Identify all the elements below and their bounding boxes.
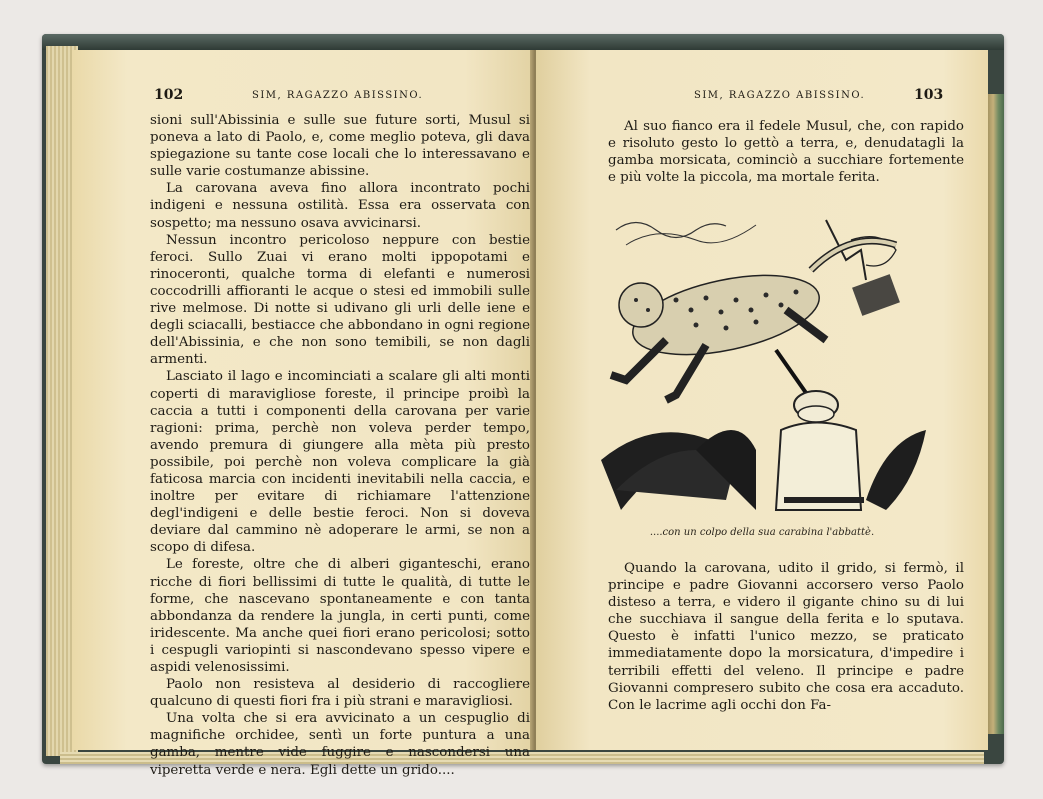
paragraph: Quando la carovana, udito il grido, si fermò, il principe e padre Giovanni accorsero verso Paolo disteso a terra, e videro il gigante chino su di lui che succhiava il sangue della ferita e lo sputava. Questo è infatti l'unico mezzo, se praticato immediatamente dopo la morsicatura, d'impedire i terribili effetti del veleno. Il principe e padre Giovanni compresero subito che cosa era accaduto. Con le lacrime agli occhi don Fa- bbox=[608, 561, 964, 713]
book-cover-edge bbox=[986, 94, 1004, 734]
book-cover-top bbox=[42, 34, 1004, 50]
illustration-caption: ....con un colpo della sua carabina l'abbattè. bbox=[649, 527, 875, 538]
open-book bbox=[42, 34, 1004, 778]
right-page-number: 103 bbox=[914, 87, 944, 103]
right-text-bottom bbox=[608, 560, 964, 714]
paragraph: La carovana aveva fino allora incontrato pochi indigeni e nessuna ostilità. Essa era osservata con sospetto; ma nessuno osava avvicinarsi. bbox=[150, 181, 530, 231]
left-page-number: 102 bbox=[154, 87, 184, 103]
left-text-block bbox=[150, 112, 530, 779]
right-text-top bbox=[608, 118, 964, 186]
leopard-hunter-illustration bbox=[596, 200, 936, 520]
paragraph: sioni sull'Abissinia e sulle sue future sorti, Musul si poneva a lato di Paolo, e, come meglio poteva, gli dava spiegazione su tante cose locali che lo interessavano e sulle varie costumanze abissine. bbox=[150, 113, 530, 180]
right-page bbox=[536, 50, 988, 750]
paragraph: Lasciato il lago e incominciati a scalare gli alti monti coperti di maravigliose foreste, il principe proibì la caccia a tutti i componenti della carovana per varie ragioni: prima, perchè non voleva perder tempo, avendo premura di giungere alla mèta più presto possibile, poi perchè non voleva complicare la già faticosa marcia con incidenti inevitabili nella caccia, e inoltre per evitare di richiamare l'attenzione degl'indigeni e delle bestie feroci. Non si doveva deviare dal cammino nè adoperare le armi, se non a scopo di difesa. bbox=[150, 369, 530, 556]
paragraph: Nessun incontro pericoloso neppure con bestie feroci. Sullo Zuai vi erano molti ippopotami e rinoceronti, qualche torma di elefanti e numerosi coccodrilli affioranti le acque o stesi ed immobili sulle rive melmose. Di notte si udivano gli urli delle iene e degli sciacalli, bestiacce che abbondano in ogni regione dell'Abissinia, e che non sono temibili, se non dagli armenti. bbox=[150, 232, 530, 368]
left-running-head: SIM, RAGAZZO ABISSINO. bbox=[252, 90, 424, 101]
paragraph: Paolo non resisteva al desiderio di raccogliere qualcuno di questi fiori fra i più strani e maravigliosi. bbox=[150, 677, 530, 710]
left-page bbox=[72, 50, 534, 778]
paragraph: Le foreste, oltre che di alberi giganteschi, erano ricche di fiori bellissimi di tutte le qualità, di tutte le forme, che nascevano spontaneamente e con tanta abbondanza da rendere la jungla, in certi punti, come iridescente. Ma anche quei fiori erano pericolosi; sotto i cespugli variopinti si nascondevano spesso vipere e aspidi velenosissimi. bbox=[150, 557, 530, 675]
paragraph: Al suo fianco era il fedele Musul, che, con rapido e risoluto gesto lo gettò a terra, e, denudatagli la gamba morsicata, cominciò a succhiare fortemente e più volte la piccola, ma mortale ferita. bbox=[608, 119, 964, 186]
paragraph: Una volta che si era avvicinato a un cespuglio di magnifiche orchidee, sentì un forte puntura a una gamba, mentre vide fuggire e nascondersi una viperetta verde e nera. Egli dette un grido.... bbox=[150, 711, 530, 778]
right-running-head: SIM, RAGAZZO ABISSINO. bbox=[694, 90, 866, 101]
